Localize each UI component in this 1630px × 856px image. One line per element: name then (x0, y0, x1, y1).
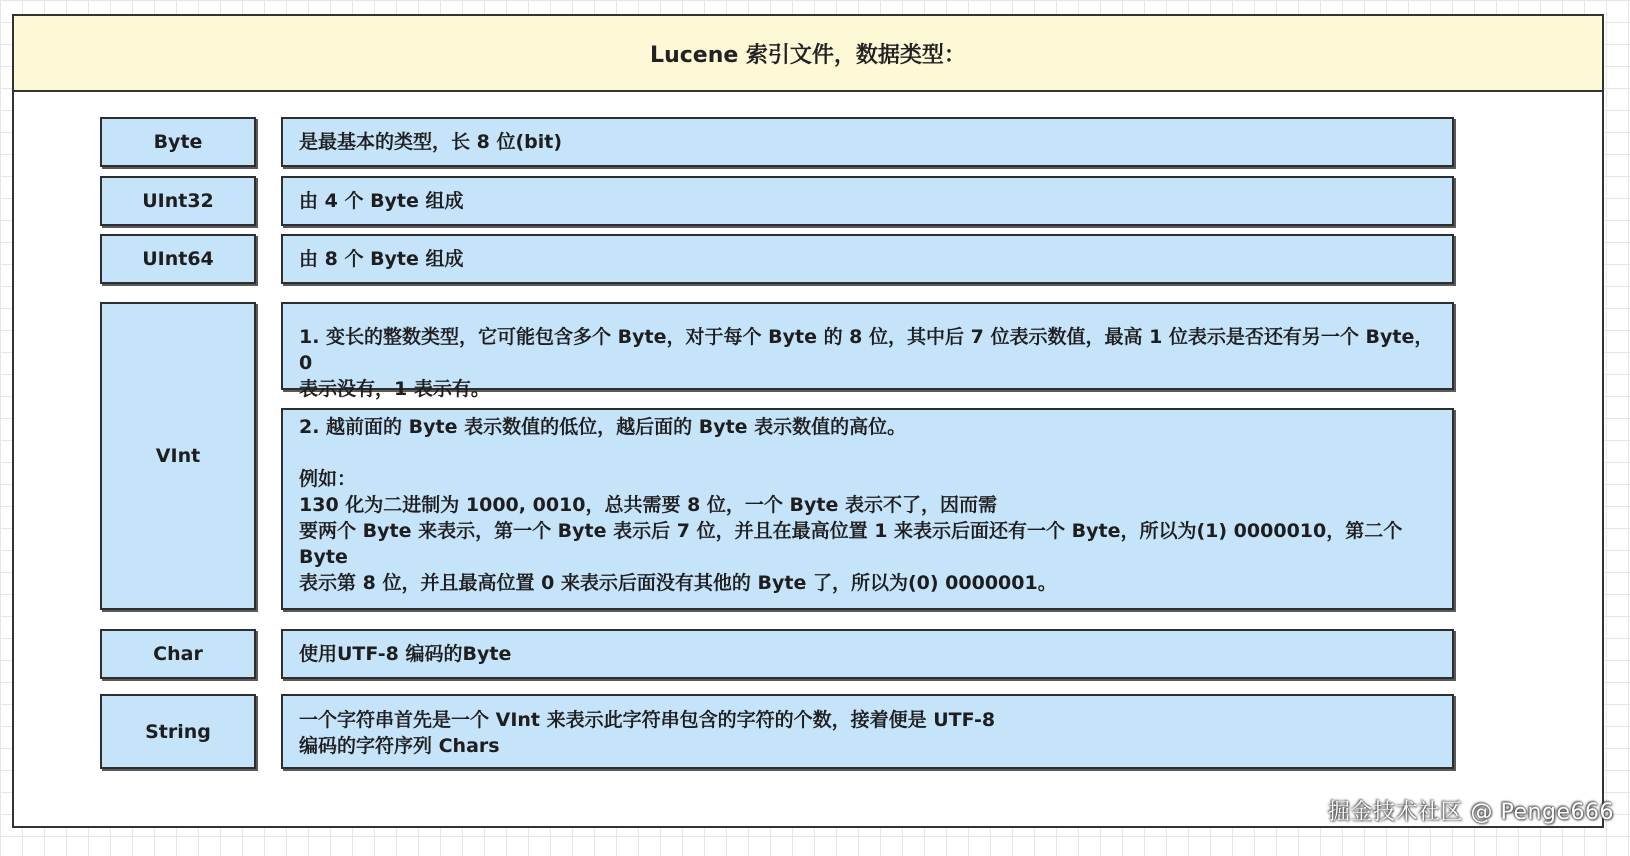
type-desc-uint32 (281, 176, 1454, 226)
type-desc-line: 1. 变长的整数类型，它可能包含多个 Byte，对于每个 Byte 的 8 位，其中后 7 位表示数值，最高 1 位表示是否还有另一个 Byte，0 (299, 326, 1434, 374)
type-desc-uint64 (281, 234, 1454, 284)
type-desc-string (281, 694, 1454, 769)
type-desc-vint-1 (281, 302, 1454, 400)
type-desc-line: 表示第 8 位，并且最高位置 0 来表示后面没有其他的 Byte 了，所以为(0) 0000001。 (299, 572, 1057, 594)
type-desc-vint-2 (281, 408, 1454, 610)
type-desc-line: 130 化为二进制为 1000, 0010，总共需要 8 位，一个 Byte 表示不了，因而需 (299, 494, 998, 516)
type-label-text: UInt32 (142, 190, 214, 212)
type-label-text: UInt64 (142, 248, 214, 270)
type-desc-line: 2. 越前面的 Byte 表示数值的低位，越后面的 Byte 表示数值的高位。 (299, 416, 907, 438)
type-label-text: VInt (155, 445, 201, 467)
type-desc-text: 使用UTF-8 编码的Byte (299, 643, 512, 665)
type-label-text: String (145, 720, 211, 743)
type-desc-line: 编码的字符序列 Chars (299, 735, 500, 757)
type-label-vint (100, 302, 256, 610)
type-desc-line: 表示没有，1 表示有。 (299, 378, 490, 400)
type-label-char (100, 629, 256, 679)
type-desc-text: 由 8 个 Byte 组成 (299, 248, 464, 270)
type-desc-line: 要两个 Byte 来表示，第一个 Byte 表示后 7 位，并且在最高位置 1 来表示后面还有一个 Byte，所以为(1) 0000010，第二个 Byte (299, 520, 1409, 568)
watermark: 掘金技术社区 @ Penge666 (1328, 800, 1614, 825)
type-label-text: Byte (153, 131, 203, 153)
type-label-string (100, 694, 256, 769)
type-label-text: Char (153, 643, 203, 665)
type-desc-text: 是最基本的类型，长 8 位(bit) (299, 131, 563, 153)
type-desc-line: 一个字符串首先是一个 VInt 来表示此字符串包含的字符的个数，接着便是 UTF-8 (299, 709, 996, 731)
type-desc-text: 由 4 个 Byte 组成 (299, 190, 464, 212)
type-desc-line (299, 440, 1436, 466)
type-desc-char (281, 629, 1454, 679)
type-label-uint64 (100, 234, 256, 284)
type-desc-line: 例如： (299, 468, 357, 490)
type-desc-byte (281, 117, 1454, 167)
type-label-byte (100, 117, 256, 167)
type-label-uint32 (100, 176, 256, 226)
diagram-title: Lucene 索引文件，数据类型： (14, 16, 1602, 92)
